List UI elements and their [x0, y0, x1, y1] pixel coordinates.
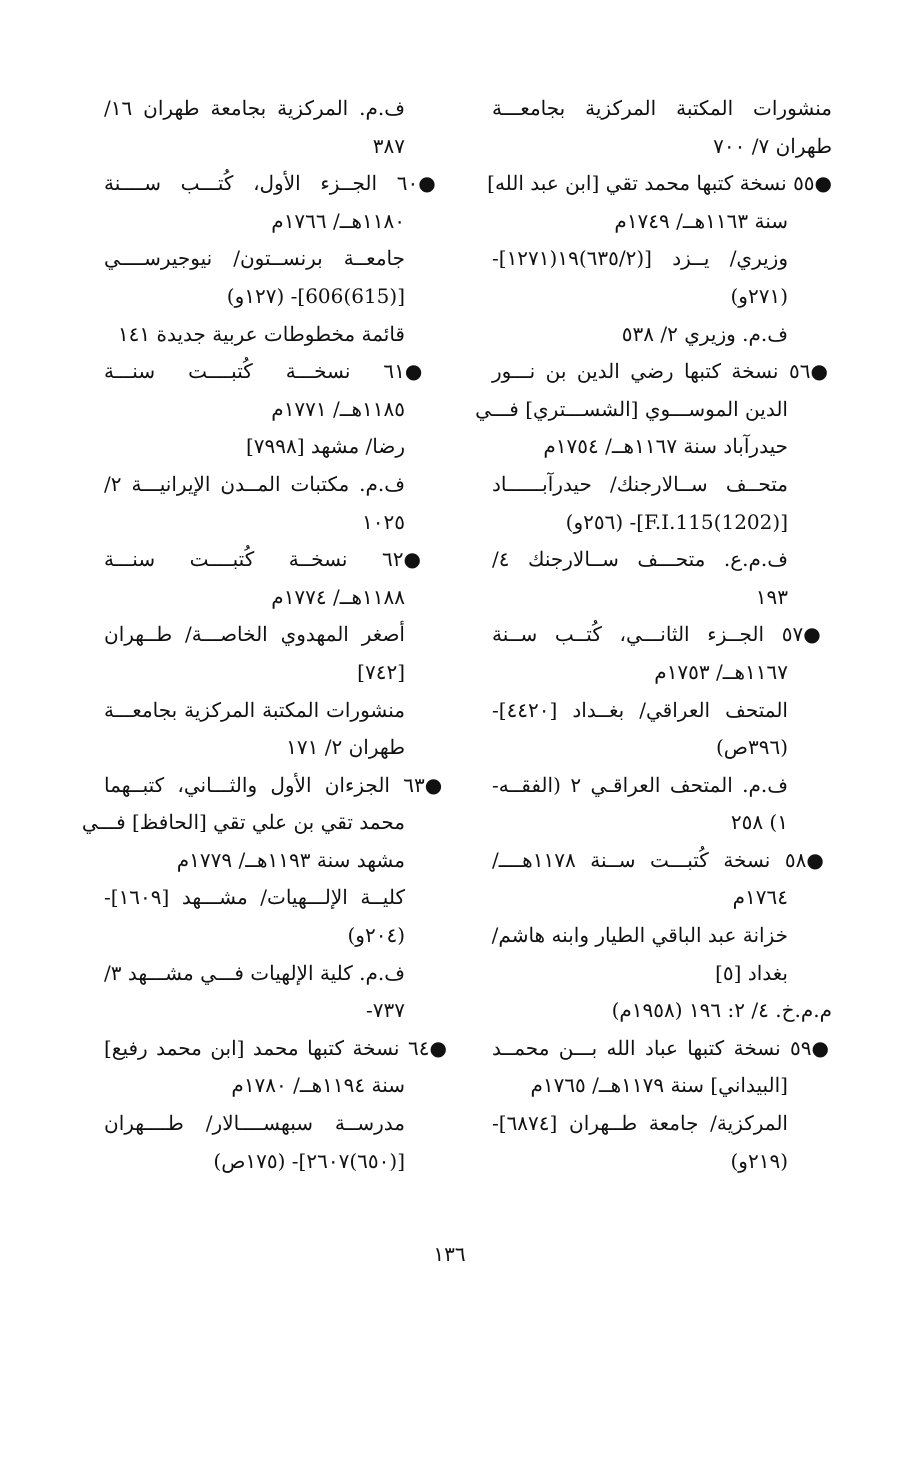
text-line: خزانة عبد الباقي الطيار وابنه هاشم/ — [491, 923, 788, 948]
text-line: كليــة الإلـــهيات/ مشـــهد [١٦٠٩]- — [104, 885, 405, 910]
text-line: ف.م. وزيري ٢/ ٥٣٨ — [621, 321, 788, 346]
text-line: أصغر المهدوي الخاصـــة/ طــهران — [104, 622, 405, 647]
text-line: ●٥٦ نسخة كتبها رضي الدين بن نـــور — [492, 359, 833, 384]
text-line: م.م.خ. ٤/ ٢: ١٩٦ (١٩٥٨م) — [611, 998, 832, 1023]
right-column — [475, 90, 833, 1180]
text-line: سنة ١١٩٤هــ/ ١٧٨٠م — [231, 1073, 405, 1098]
text-line: ١١٨٨هــ/ ١٧٧٤م — [271, 584, 405, 609]
text-line: (٢٠٤و) — [347, 923, 405, 948]
text-line: مشهد سنة ١١٩٣هــ/ ١٧٧٩م — [176, 847, 405, 872]
text-line: منشورات المكتبة المركزية بجامعـــة — [492, 96, 832, 120]
text-line: وزيري/ يــزد [(٦٣٥/٢)١٩(١٢٧١]- — [492, 246, 788, 271]
text-line: مدرســة سبهســــالار/ طــــهران — [104, 1111, 405, 1136]
text-line: المتحف العراقي/ بغــداد [٤٤٢٠]- — [492, 697, 788, 722]
text-line: المركزية/ جامعة طــهران [٦٨٧٤]- — [492, 1111, 788, 1136]
text-line: ١١٨٠هــ/ ١٧٦٦م — [271, 208, 405, 233]
text-line: ٧٣٧- — [366, 998, 405, 1023]
text-line: رضا/ مشهد [٧٩٩٨] — [245, 434, 405, 459]
text-line: طهران ٢/ ١٧١ — [286, 735, 405, 760]
text-line: قائمة مخطوطات عربية جديدة ١٤١ — [117, 321, 405, 346]
text-line: ١٠٢٥ — [362, 509, 405, 534]
text-line: جامعــة برنســتون/ نيوجيرســــي — [104, 246, 405, 271]
text-line: متحــف ســالارجنك/ حيدرآبــــــاد — [492, 471, 788, 496]
text-line: ●٦١ نسخـــة كُتبــــت سنـــة — [104, 359, 450, 384]
text-line: ١١٨٥هــ/ ١٧٧١م — [271, 396, 405, 421]
text-line: ●٥٧ الجــزء الثانـــي، كُتــب ســنة — [492, 622, 832, 647]
text-line: منشورات المكتبة المركزية بجامعـــة — [104, 697, 405, 722]
text-line: محمد تقي بن علي تقي [الحافظ] فـــي — [81, 810, 405, 835]
text-line: بغداد [٥] — [715, 960, 788, 985]
text-line: طهران ٧/ ٧٠٠ — [713, 133, 832, 158]
text-line: سنة ١١٦٣هــ/ ١٧٤٩م — [614, 208, 788, 233]
text-line: ●٥٥ نسخة كتبها محمد تقي [ابن عبد الله] — [487, 171, 832, 196]
page-number: ١٣٦ — [433, 1242, 466, 1266]
text-line: الدين الموســـوي [الشســـتري] فـــي — [475, 396, 788, 421]
left-column — [81, 90, 450, 1180]
text-line: ١) ٢٥٨ — [730, 810, 788, 835]
text-line: ف.م. المركزية بجامعة طهران ١٦/ — [104, 96, 405, 120]
text-line: ١١٦٧هــ/ ١٧٥٣م — [654, 659, 788, 684]
text-line: ●٦٣ الجزءان الأول والثـــاني، كتبــهما — [104, 772, 450, 797]
text-line: ف.م. المتحف العراقـي ٢ (الفقــه- — [492, 772, 788, 797]
text-line: ف.م. مكتبات المــدن الإيرانيـــة ٢/ — [104, 471, 405, 496]
text-line: [(615)606]- (١٢٧و) — [226, 283, 405, 308]
text-line: ١٧٦٤م — [732, 885, 788, 910]
text-line: ●٦٤ نسخة كتبها محمد [ابن محمد رفيع] — [104, 1035, 449, 1060]
text-line: (٢٧١و) — [730, 283, 788, 308]
text-line: حيدرآباد سنة ١١٦٧هــ/ ١٧٥٤م — [543, 434, 788, 459]
text-line: ١٩٣ — [755, 584, 788, 609]
text-line: ●٦٠ الجــزء الأول، كُتـــب ســــنة — [104, 171, 450, 196]
text-line: [٧٤٢] — [357, 659, 405, 684]
text-line: ف.م. كلية الإلهيات فـــي مشـــهد ٣/ — [104, 960, 405, 985]
text-line: (٣٩٦ص) — [715, 735, 788, 760]
text-line: ٣٨٧ — [372, 133, 405, 158]
text-line: [(٦٥٠)٢٦٠٧]- (١٧٥ص) — [213, 1148, 405, 1173]
text-line: ف.م.ع. متحـــف ســالارجنك ٤/ — [492, 547, 788, 572]
text-line: ●٥٨ نسخة كُتبـــت ســنة ١١٧٨هــــ/ — [492, 847, 833, 872]
text-line: [(1202)F.I.115]- (٢٥٦و) — [565, 509, 788, 534]
text-line: (٢١٩و) — [730, 1148, 788, 1173]
text-line: ●٥٩ نسخة كتبها عباد الله بـــن محمــد — [492, 1035, 833, 1060]
text-line: ●٦٢ نسخــة كُتبــــت سنـــة — [104, 547, 450, 572]
text-line: [البيداني] سنة ١١٧٩هــ/ ١٧٦٥م — [530, 1073, 788, 1098]
